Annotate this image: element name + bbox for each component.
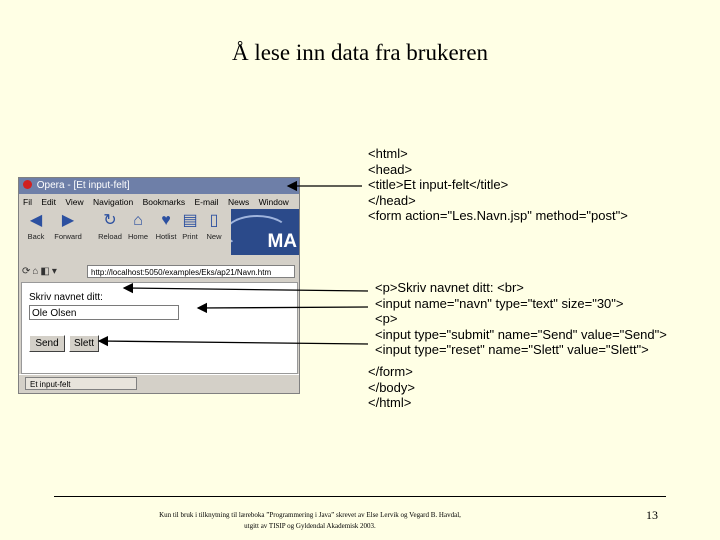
print-icon: ▤ [182, 212, 198, 229]
reload-button[interactable]: ↻ Reload [93, 210, 127, 242]
menu-news[interactable]: News [227, 197, 250, 207]
footer-divider [54, 496, 666, 497]
arrow-to-input [198, 307, 368, 308]
page-number: 13 [646, 508, 658, 522]
hotlist-button[interactable]: ♥ Hotlist [149, 210, 183, 242]
send-button[interactable]: Send [29, 335, 65, 352]
back-button[interactable]: ◀ Back [19, 210, 53, 242]
reset-button[interactable]: Slett [69, 335, 99, 352]
tab-et-input-felt[interactable]: Et input-felt [25, 377, 137, 390]
menu-fil[interactable]: Fil [23, 197, 32, 207]
menu-bookmarks[interactable]: Bookmarks [142, 197, 186, 207]
reload-icon: ↻ [103, 212, 117, 229]
forward-button[interactable]: ▶ Forward [51, 210, 85, 242]
print-button[interactable]: ▤ Print [173, 210, 207, 242]
form-label: Skriv navnet ditt: [29, 292, 103, 303]
new-page-icon: ▯ [209, 212, 219, 229]
address-bar-icons[interactable]: ⟳⌂◧▾ [22, 266, 59, 277]
menu-view[interactable]: View [65, 197, 84, 207]
arrow-to-buttons [99, 341, 368, 344]
slide-title: Å lese inn data fra brukeren [231, 40, 489, 65]
banner-text: MA [267, 231, 297, 252]
menu-email[interactable]: E-mail [194, 197, 219, 207]
footer-text: Kun til bruk i tilknytning til læreboka ”Programmering i Java” skrevet av Else Lervik og Vegard B. Havdal, utgitt av TISIP og Gyldendal Akademisk 2003. [159, 511, 461, 530]
code-block-end: </form> </body> </html> [368, 364, 415, 410]
forward-arrow-icon: ▶ [61, 212, 75, 229]
menu-navigation[interactable]: Navigation [93, 197, 134, 207]
home-button[interactable]: ⌂ Home [121, 210, 155, 242]
arrow-to-label [124, 288, 368, 291]
code-block-head: <html> <head> <title>Et input-felt</title> </head> <form action="Les.Navn.jsp" method="post"> [368, 146, 628, 223]
home-icon: ⌂ [133, 212, 143, 229]
name-input[interactable]: Ole Olsen [29, 305, 179, 320]
window-title: Opera - [Et input-felt] [36, 180, 130, 191]
new-page-button[interactable]: ▯ New [197, 210, 231, 242]
url-input[interactable]: http://localhost:5050/examples/Eks/ap21/Navn.htm [87, 265, 295, 278]
code-block-form: <p>Skriv navnet ditt: <br> <input name="navn" type="text" size="30"> <p> <input type="submit" name="Send" value="Send"> <input type="reset" name="Slett" value="Slett"> [375, 280, 667, 357]
back-arrow-icon: ◀ [29, 212, 43, 229]
menu-edit[interactable]: Edit [41, 197, 57, 207]
hotlist-icon: ♥ [161, 212, 171, 229]
menu-window[interactable]: Window [258, 197, 289, 207]
